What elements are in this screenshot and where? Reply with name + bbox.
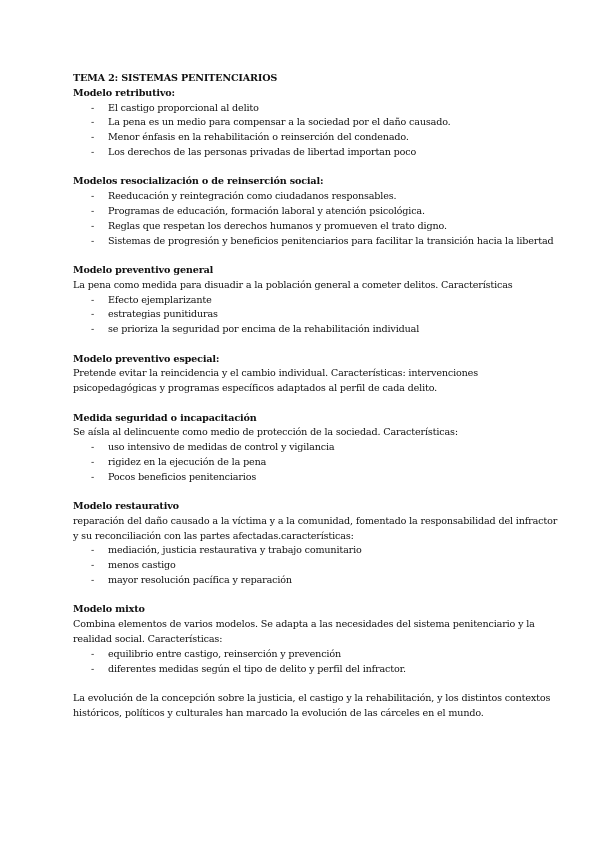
- section-text-line: Pretende evitar la reincidencia y el cambio individual. Características: intervenciones: [73, 368, 478, 380]
- bullet-dash: -: [91, 132, 95, 144]
- list-item-text: diferentes medidas según el tipo de delito y perfil del infractor.: [108, 663, 406, 675]
- bullet-list: [73, 190, 560, 249]
- list-item-text: uso intensivo de medidas de control y vigilancia: [108, 442, 335, 454]
- list-item-text: rigidez en la ejecución de la pena: [108, 456, 267, 468]
- list-item-text: Menor énfasis en la rehabilitación o reinserción del condenado.: [108, 132, 409, 144]
- bullet-dash: -: [91, 575, 95, 587]
- section-heading: Modelo restaurativo: [73, 501, 179, 513]
- bullet-list: [73, 294, 560, 338]
- list-item: [73, 220, 560, 235]
- list-item-text: equilibrio entre castigo, reinserción y prevención: [108, 648, 341, 660]
- bullet-dash: -: [91, 294, 95, 306]
- section: [73, 87, 560, 161]
- bullet-list: [73, 648, 560, 678]
- page-title: TEMA 2: SISTEMAS PENITENCIARIOS: [73, 73, 278, 84]
- bullet-dash: -: [91, 309, 95, 321]
- closing-line: históricos, políticos y culturales han marcado la evolución de las cárceles en el mundo.: [73, 707, 484, 719]
- list-item: [73, 456, 560, 471]
- list-item: [73, 574, 560, 589]
- section-text-line: reparación del daño causado a la víctima y a la comunidad, fomentado la responsabilidad del infractor: [73, 515, 558, 527]
- section-text-line: La pena como medida para disuadir a la población general a cometer delitos. Características: [73, 279, 513, 291]
- bullet-dash: -: [91, 471, 95, 483]
- list-item: [73, 190, 560, 205]
- closing-line: La evolución de la concepción sobre la justicia, el castigo y la rehabilitación, y los distintos contextos: [73, 693, 551, 705]
- section-text-line: realidad social. Características:: [73, 634, 223, 646]
- bullet-dash: -: [91, 442, 95, 454]
- list-item-text: El castigo proporcional al delito: [108, 102, 259, 114]
- section: [73, 500, 560, 589]
- list-item: [73, 235, 560, 250]
- bullet-dash: -: [91, 205, 95, 217]
- bullet-dash: -: [91, 663, 95, 675]
- list-item: [73, 146, 560, 161]
- list-item: [73, 648, 560, 663]
- bullet-list: [73, 441, 560, 485]
- section: [73, 603, 560, 677]
- bullet-dash: -: [91, 324, 95, 336]
- section: [73, 353, 560, 397]
- bullet-dash: -: [91, 560, 95, 572]
- section: [73, 264, 560, 338]
- list-item: [73, 544, 560, 559]
- bullet-list: [73, 102, 560, 161]
- section: [73, 412, 560, 486]
- section: [73, 175, 560, 249]
- list-item-text: Reeducación y reintegración como ciudadanos responsables.: [108, 191, 397, 203]
- list-item-text: Los derechos de las personas privadas de libertad importan poco: [108, 146, 417, 158]
- list-item-text: La pena es un medio para compensar a la sociedad por el daño causado.: [108, 117, 451, 129]
- list-item: [73, 559, 560, 574]
- section-heading: Modelo retributivo:: [73, 87, 175, 99]
- list-item-text: Efecto ejemplarizante: [108, 294, 212, 306]
- list-item: [73, 116, 560, 131]
- list-item-text: mediación, justicia restaurativa y trabajo comunitario: [108, 545, 362, 557]
- list-item-text: menos castigo: [108, 560, 176, 572]
- list-item: [73, 308, 560, 323]
- bullet-dash: -: [91, 146, 95, 158]
- section-heading: Medida seguridad o incapacitación: [73, 412, 257, 424]
- bullet-dash: -: [91, 220, 95, 232]
- list-item-text: estrategias punitiduras: [108, 309, 218, 321]
- sections-container: [73, 87, 560, 678]
- bullet-dash: -: [91, 191, 95, 203]
- list-item-text: Reglas que respetan los derechos humanos y promueven el trato digno.: [108, 220, 447, 232]
- section-heading: Modelo preventivo general: [73, 264, 214, 276]
- list-item: [73, 131, 560, 146]
- section-heading: Modelos resocialización o de reinserción social:: [73, 176, 324, 188]
- section-heading: Modelo preventivo especial:: [73, 353, 220, 365]
- bullet-dash: -: [91, 456, 95, 468]
- list-item: [73, 294, 560, 309]
- list-item: [73, 471, 560, 486]
- list-item-text: Sistemas de progresión y beneficios penitenciarios para facilitar la transición hacia la libertad: [108, 235, 554, 247]
- list-item-text: mayor resolución pacífica y reparación: [108, 575, 292, 587]
- closing-paragraph: [73, 692, 560, 722]
- bullet-dash: -: [91, 235, 95, 247]
- section-text-line: Se aísla al delincuente como medio de protección de la sociedad. Características:: [73, 427, 458, 439]
- bullet-dash: -: [91, 648, 95, 660]
- list-item-text: Pocos beneficios penitenciarios: [108, 471, 257, 483]
- section-text-line: Combina elementos de varios modelos. Se adapta a las necesidades del sistema penitenciario y la: [73, 619, 535, 631]
- list-item: [73, 102, 560, 117]
- bullet-dash: -: [91, 102, 95, 114]
- bullet-dash: -: [91, 117, 95, 129]
- bullet-dash: -: [91, 545, 95, 557]
- section-heading: Modelo mixto: [73, 604, 145, 616]
- list-item: [73, 441, 560, 456]
- list-item-text: se prioriza la seguridad por encima de la rehabilitación individual: [108, 324, 420, 336]
- list-item: [73, 205, 560, 220]
- list-item: [73, 663, 560, 678]
- section-text-line: y su reconciliación con las partes afectadas.características:: [73, 530, 354, 542]
- section-text-line: psicopedagógicas y programas específicos adaptados al perfil de cada delito.: [73, 383, 438, 395]
- bullet-list: [73, 544, 560, 588]
- list-item: [73, 323, 560, 338]
- list-item-text: Programas de educación, formación laboral y atención psicológica.: [108, 205, 425, 217]
